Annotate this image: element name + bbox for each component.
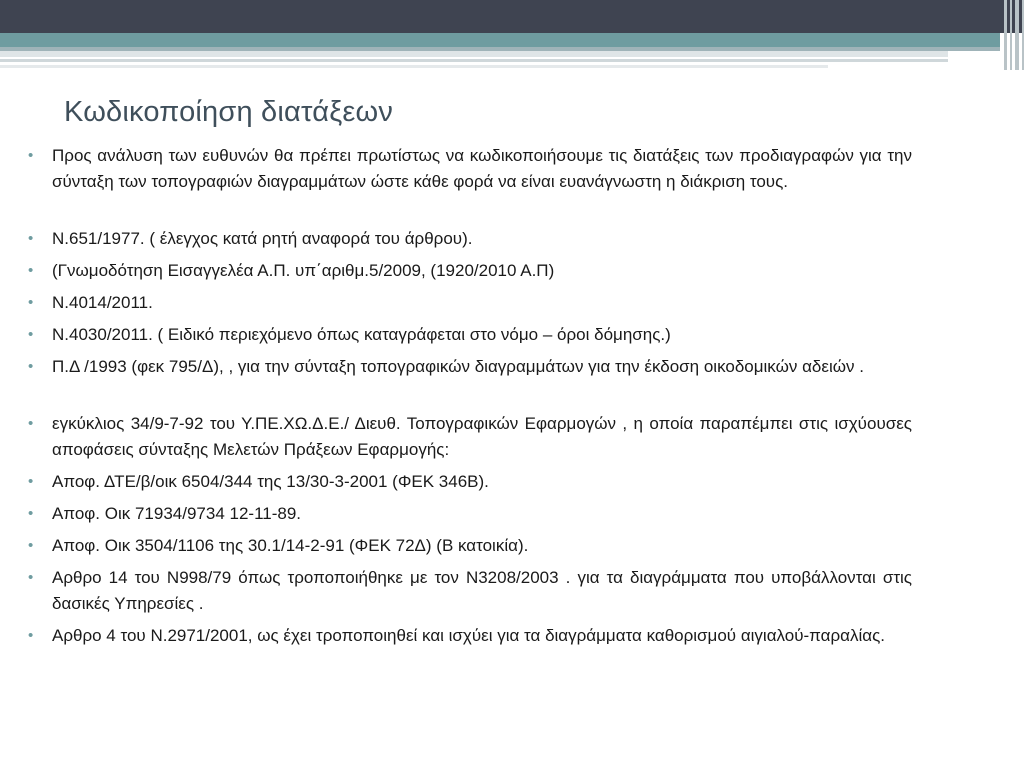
bullet-icon: •	[28, 147, 34, 164]
slide-title: Κωδικοποίηση διατάξεων	[64, 96, 394, 128]
bullet-icon: •	[28, 230, 34, 247]
list-item-text: Ν.4014/2011.	[52, 293, 153, 312]
list-item	[28, 565, 912, 617]
list-item-text: Αποφ. Οικ 3504/1106 της 30.1/14-2-91 (ΦΕΚ 72Δ) (Β κατοικία).	[52, 536, 529, 555]
bullet-icon: •	[28, 415, 34, 432]
list-item	[28, 469, 912, 495]
bullet-icon: •	[28, 326, 34, 343]
list-item	[28, 143, 912, 195]
list-item-text: Π.Δ /1993 (φεκ 795/Δ), , για την σύνταξη τοπογραφικών διαγραμμάτων για την έκδοση οικοδομικών αδειών .	[52, 357, 864, 376]
list-item-text: Αποφ. ΔΤΕ/β/οικ 6504/344 της 13/30-3-2001 (ΦΕΚ 346Β).	[52, 472, 489, 491]
list-item	[28, 411, 912, 463]
bullet-icon: •	[28, 358, 34, 375]
list-item-text: εγκύκλιος 34/9-7-92 του Υ.ΠΕ.ΧΩ.Δ.Ε./ Διευθ. Τοπογραφικών Εφαρμογών , η οποία παραπέμπει στις ισχύουσες αποφάσεις σύνταξης Μελετών Πράξεων Εφαρμογής:	[52, 414, 912, 459]
list-item-text: Ν.651/1977. ( έλεγχος κατά ρητή αναφορά του άρθρου).	[52, 229, 473, 248]
header-band	[0, 0, 1024, 33]
list-item	[28, 354, 912, 380]
list-item-text: Αρθρο 4 του Ν.2971/2001, ως έχει τροποποιηθεί και ισχύει για τα διαγράμματα καθορισμού αιγιαλού-παραλίας.	[52, 626, 886, 645]
bullet-icon: •	[28, 627, 34, 644]
list-item-text: (Γνωμοδότηση Εισαγγελέα Α.Π. υπ΄αριθμ.5/2009, (1920/2010 Α.Π)	[52, 261, 555, 280]
decor-stripes	[994, 0, 1024, 70]
list-item	[28, 258, 912, 284]
list-item	[28, 290, 912, 316]
bullet-icon: •	[28, 505, 34, 522]
list-item	[28, 533, 912, 559]
list-item	[28, 226, 912, 252]
bullet-icon: •	[28, 537, 34, 554]
decor-line	[0, 51, 948, 57]
bullet-icon: •	[28, 569, 34, 586]
decor-line	[0, 65, 828, 68]
list-item	[28, 322, 912, 348]
bullet-list	[28, 143, 912, 655]
list-item	[28, 501, 912, 527]
list-item-text: Αρθρο 14 του Ν998/79 όπως τροποποιήθηκε με τον Ν3208/2003 . για τα διαγράμματα που υποβάλλονται στις δασικές Υπηρεσίες .	[52, 568, 912, 613]
list-item-text: Προς ανάλυση των ευθυνών θα πρέπει πρωτίστως να κωδικοποιήσουμε τις διατάξεις των προδιαγραφών για την σύνταξη των τοπογραφιών διαγραμμάτων ώστε κάθε φορά να είναι ευανάγνωστη η διάκριση τους.	[52, 146, 912, 191]
accent-band	[0, 33, 1000, 47]
bullet-icon: •	[28, 473, 34, 490]
list-item	[28, 623, 912, 649]
list-item-text: Ν.4030/2011. ( Ειδικό περιεχόμενο όπως καταγράφεται στο νόμο – όροι δόμησης.)	[52, 325, 671, 344]
bullet-icon: •	[28, 294, 34, 311]
bullet-icon: •	[28, 262, 34, 279]
decor-line	[0, 59, 948, 62]
list-item-text: Αποφ. Οικ 71934/9734 12-11-89.	[52, 504, 302, 523]
